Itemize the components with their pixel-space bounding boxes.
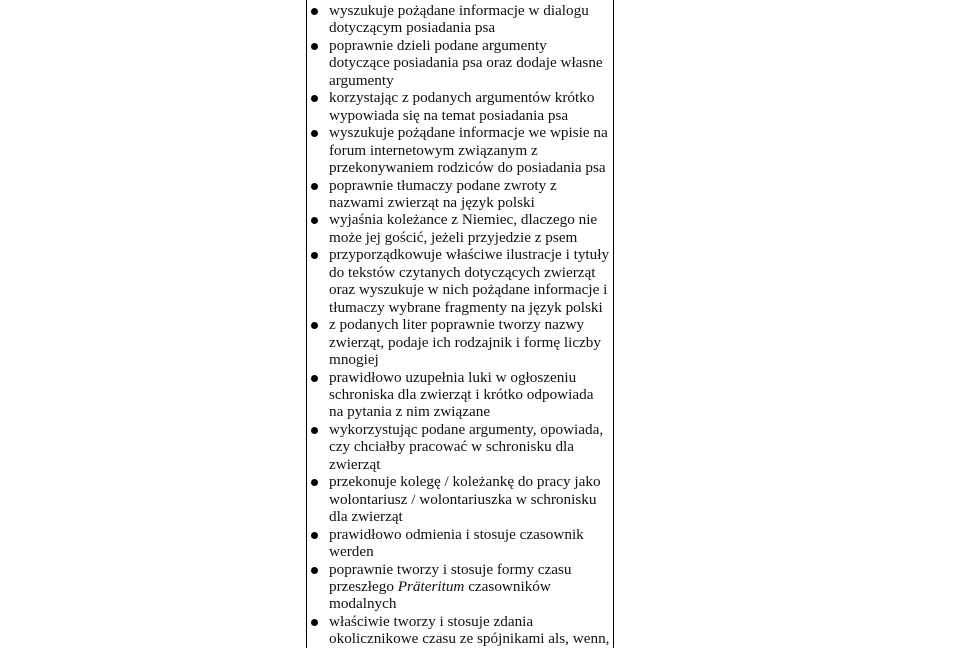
bullet-icon [311, 183, 318, 190]
list-item-text: przekonuje kolegę / koleżankę do pracy jako wolontariusz / wolontariuszka w schronisku dla zwierząt [329, 473, 601, 525]
list-item [307, 177, 613, 212]
bullet-icon [311, 532, 318, 539]
list-item-text: poprawnie tłumaczy podane zwroty z nazwami zwierząt na język polski [329, 177, 557, 211]
bullet-icon [311, 130, 318, 137]
list-item [307, 316, 613, 368]
bullet-icon [311, 95, 318, 102]
list-item-text: korzystając z podanych argumentów krótko wypowiada się na temat posiadania psa [329, 89, 594, 123]
list-item [307, 561, 613, 613]
list-item-text-part: czasowników modalnych [329, 578, 551, 612]
list-item-text-italic: Präteritum [398, 578, 465, 595]
table-cell-right [614, 0, 960, 648]
bullet-icon [311, 375, 318, 382]
list-item-text: wyszukuje pożądane informacje we wpisie na forum internetowym związanym z przekonywaniem rodziców do posiadania psa [329, 124, 608, 176]
table-cell-left [0, 0, 307, 648]
list-item [307, 473, 613, 525]
bullet-icon [311, 619, 318, 626]
list-item-text: wyjaśnia koleżance z Niemiec, dlaczego nie może jej gościć, jeżeli przyjedzie z psem [329, 211, 597, 245]
list-item [307, 37, 613, 89]
list-item [307, 246, 613, 316]
list-item-text: prawidłowo uzupełnia luki w ogłoszeniu schroniska dla zwierząt i krótko odpowiada na pytania z nim związane [329, 369, 593, 421]
list-item-text: właściwie tworzy i stosuje zdania okolicznikowe czasu ze spójnikami als, wenn, [329, 613, 609, 647]
list-item [307, 613, 613, 648]
bullet-icon [311, 217, 318, 224]
list-item-text: prawidłowo odmienia i stosuje czasownik werden [329, 526, 584, 560]
list-item-text [329, 561, 572, 613]
list-item [307, 369, 613, 421]
list-item-text: przyporządkowuje właściwe ilustracje i tytuły do tekstów czytanych dotyczących zwierząt oraz wyszukuje w nich pożądane informacje i tłumaczy wybrane fragmenty na język polski [329, 246, 609, 315]
list-item [307, 124, 613, 176]
list-item-text: z podanych liter poprawnie tworzy nazwy zwierząt, podaje ich rodzajnik i formę liczby mnogiej [329, 316, 601, 368]
bullet-icon [311, 252, 318, 259]
list-item [307, 421, 613, 473]
bullet-icon [311, 567, 318, 574]
bullet-icon [311, 479, 318, 486]
bullet-icon [311, 322, 318, 329]
list-item-text: wyszukuje pożądane informacje w dialogu dotyczącym posiadania psa [329, 2, 589, 36]
criteria-list [307, 0, 613, 648]
table-cell-criteria [307, 0, 614, 648]
list-item-text-part: poprawnie tworzy i stosuje formy czasu przeszłego [329, 561, 572, 595]
list-item [307, 2, 613, 37]
list-item [307, 526, 613, 561]
bullet-icon [311, 8, 318, 15]
bullet-icon [311, 43, 318, 50]
list-item [307, 211, 613, 246]
bullet-icon [311, 427, 318, 434]
list-item-text: poprawnie dzieli podane argumenty dotyczące posiadania psa oraz dodaje własne argumenty [329, 37, 603, 89]
list-item [307, 89, 613, 124]
list-item-text: wykorzystując podane argumenty, opowiada, czy chciałby pracować w schronisku dla zwierząt [329, 421, 603, 473]
